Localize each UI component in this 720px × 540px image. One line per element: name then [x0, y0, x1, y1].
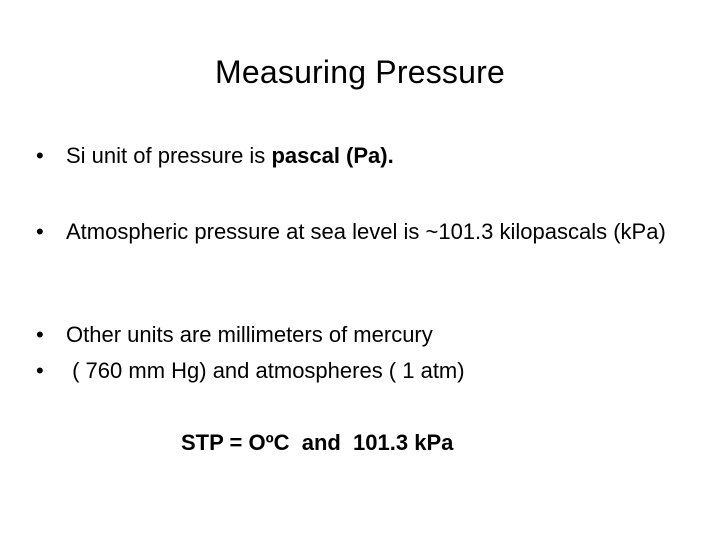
bullet-atmospheric-pressure	[36, 218, 686, 246]
bullet-mm-hg-atm	[36, 357, 686, 385]
bullet-text: ( 760 mm Hg) and atmospheres ( 1 atm)	[66, 358, 465, 383]
bullet-dot: •	[36, 143, 44, 168]
bullet-text	[66, 142, 686, 170]
bullet-text: Other units are millimeters of mercury	[66, 322, 433, 347]
bullet-dot: •	[36, 322, 44, 347]
bullet-dot: •	[36, 219, 44, 244]
bullet-plain-text: Si unit of pressure is	[66, 143, 272, 168]
bullet-si-unit	[36, 142, 686, 170]
bullet-dot: •	[36, 358, 44, 383]
bullet-bold-text: pascal (Pa).	[271, 143, 394, 168]
bullet-text: Atmospheric pressure at sea level is ~101.3 kilopascals (kPa)	[66, 219, 666, 244]
stp-definition: STP = OºC and 101.3 kPa	[181, 430, 454, 455]
slide-title: Measuring Pressure	[215, 54, 505, 90]
bullet-other-units	[36, 321, 686, 349]
